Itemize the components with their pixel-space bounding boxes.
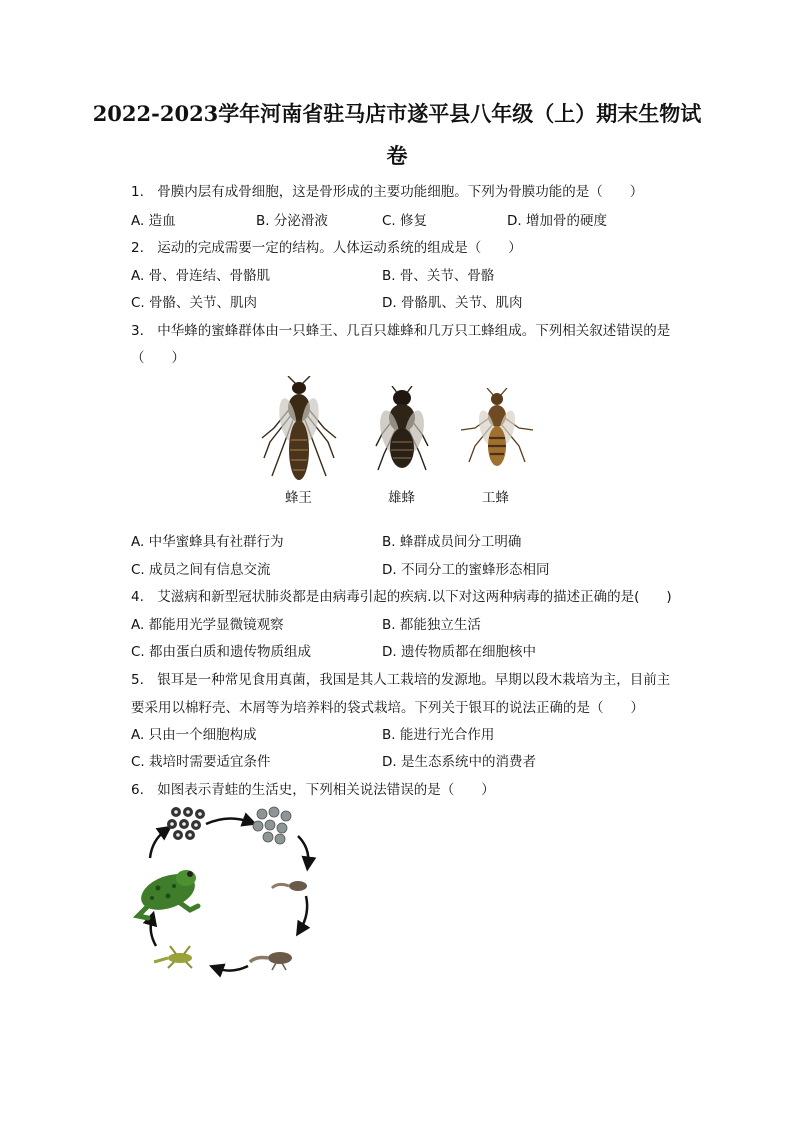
tadpole-icon bbox=[272, 881, 307, 891]
question-number: 3. bbox=[131, 323, 144, 339]
adult-frog-icon bbox=[136, 867, 200, 918]
page-title-continued: 卷 bbox=[386, 143, 408, 168]
cycle-arrow bbox=[206, 818, 250, 824]
cycle-arrow bbox=[151, 918, 156, 946]
tadpole-with-legs-icon bbox=[250, 952, 292, 970]
page-title: 2022-2023学年河南省驻马店市遂平县八年级（上）期末生物试 bbox=[92, 101, 702, 126]
option-c: C. 栽培时需要适宜条件 bbox=[131, 754, 271, 770]
option-c: C. 都由蛋白质和遗传物质组成 bbox=[131, 644, 312, 660]
option-b: B. 都能独立生活 bbox=[382, 617, 481, 633]
question-number: 2. bbox=[131, 240, 144, 256]
queen-bee-label: 蜂王 bbox=[285, 490, 312, 506]
frog-life-cycle-image bbox=[128, 800, 328, 980]
question-stem-continued: 要采用以棉籽壳、木屑等为培养料的袋式栽培。下列关于银耳的说法正确的是（ ） bbox=[131, 700, 644, 716]
question-6 bbox=[131, 778, 495, 798]
option-c: C. 骨骼、关节、肌肉 bbox=[131, 295, 258, 311]
question-stem: 艾滋病和新型冠状肺炎都是由病毒引起的疾病.以下对这两种病毒的描述正确的是( ) bbox=[157, 589, 672, 605]
question-stem: 中华蜂的蜜蜂群体由一只蜂王、几百只雄蜂和几万只工蜂组成。下列相关叙述错误的是 bbox=[157, 323, 671, 339]
question-5 bbox=[131, 668, 670, 688]
drone-bee-image bbox=[372, 386, 432, 476]
developing-eggs-icon bbox=[253, 807, 291, 844]
option-c: C. 成员之间有信息交流 bbox=[131, 562, 271, 578]
queen-bee-image bbox=[256, 376, 342, 486]
option-b: B. 能进行光合作用 bbox=[382, 727, 495, 743]
worker-bee-image bbox=[459, 388, 535, 472]
option-d: D. 遗传物质都在细胞核中 bbox=[382, 644, 536, 660]
option-b: B. 骨、关节、骨骼 bbox=[382, 268, 495, 284]
option-d: D. 不同分工的蜜蜂形态相同 bbox=[382, 562, 550, 578]
option-a: A. 造血 bbox=[131, 213, 176, 229]
option-b: B. 分泌滑液 bbox=[256, 213, 328, 229]
question-stem-continued: （ ） bbox=[131, 350, 185, 366]
cycle-arrow bbox=[298, 836, 308, 864]
question-2 bbox=[131, 236, 522, 256]
cycle-arrow bbox=[150, 830, 166, 858]
option-d: D. 骨骼肌、关节、肌肉 bbox=[382, 295, 523, 311]
option-a: A. 都能用光学显微镜观察 bbox=[131, 617, 284, 633]
option-a: A. 骨、骨连结、骨骼肌 bbox=[131, 268, 271, 284]
option-b: B. 蜂群成员间分工明确 bbox=[382, 534, 522, 550]
question-number: 4. bbox=[131, 589, 144, 605]
drone-bee-label: 雄蜂 bbox=[388, 490, 415, 506]
option-a: A. 只由一个细胞构成 bbox=[131, 727, 257, 743]
option-d: D. 增加骨的硬度 bbox=[507, 213, 607, 229]
question-stem: 骨膜内层有成骨细胞，这是骨形成的主要功能细胞。下列为骨膜功能的是（ ） bbox=[157, 184, 644, 200]
question-number: 5. bbox=[131, 672, 144, 688]
question-4 bbox=[131, 585, 672, 605]
option-c: C. 修复 bbox=[382, 213, 428, 229]
cycle-arrow bbox=[300, 896, 307, 930]
question-3 bbox=[131, 319, 670, 339]
froglet-icon bbox=[154, 946, 192, 968]
question-stem: 银耳是一种常见食用真菌，我国是其人工栽培的发源地。早期以段木栽培为主，目前主 bbox=[157, 672, 671, 688]
question-stem: 运动的完成需要一定的结构。人体运动系统的组成是（ ） bbox=[157, 240, 522, 256]
question-number: 6. bbox=[131, 782, 144, 798]
cycle-arrow bbox=[216, 966, 248, 971]
question-stem: 如图表示青蛙的生活史，下列相关说法错误的是（ ） bbox=[157, 782, 495, 798]
worker-bee-label: 工蜂 bbox=[482, 490, 509, 506]
question-1 bbox=[131, 180, 643, 200]
option-d: D. 是生态系统中的消费者 bbox=[382, 754, 536, 770]
option-a: A. 中华蜜蜂具有社群行为 bbox=[131, 534, 284, 550]
question-number: 1. bbox=[131, 184, 144, 200]
